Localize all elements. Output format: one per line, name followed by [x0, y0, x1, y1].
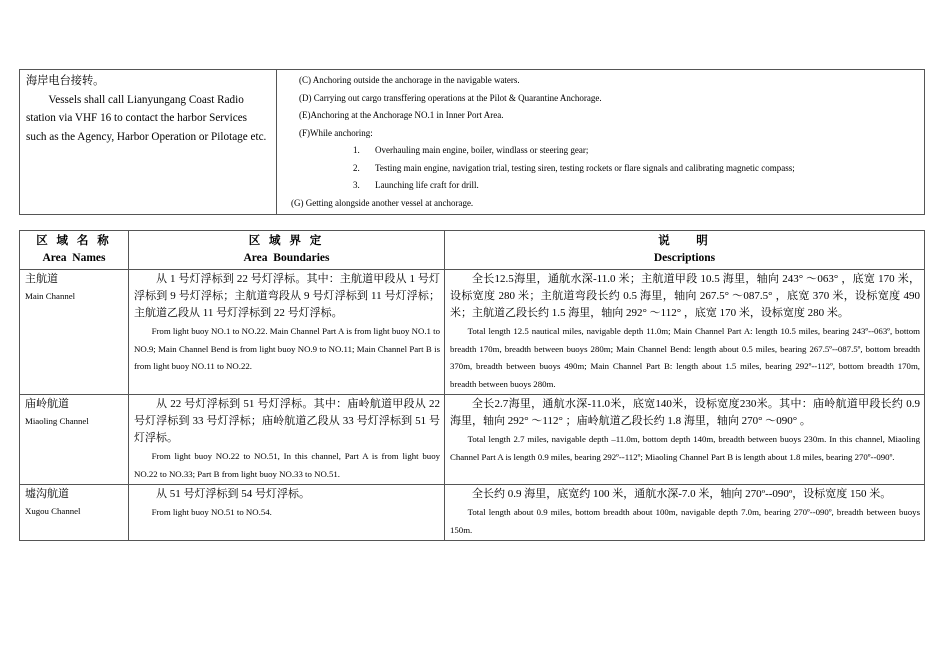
header-en: Area Boundaries: [243, 252, 330, 264]
item-text: Launching life craft for drill.: [375, 180, 479, 190]
header-zh: 说 明: [658, 235, 711, 247]
area-name-en: Xugou Channel: [25, 506, 81, 516]
boundary-zh: 从 1 号灯浮标到 22 号灯浮标。其中：主航道甲段从 1 号灯浮标到 9 号灯浮标；主航道弯段从 9 号灯浮标到 11 号灯浮标；主航道乙段从 11 号灯浮标到 22 号灯浮标。: [134, 273, 440, 319]
area-name-zh: 主航道: [25, 273, 58, 285]
rule-d: (D) Carrying out cargo transffering operations at the Pilot & Quarantine Anchorage.: [299, 92, 602, 103]
area-name-cell: [20, 270, 129, 395]
header-en: Descriptions: [653, 252, 716, 264]
description-cell: [445, 270, 925, 395]
area-name-en: Main Channel: [25, 291, 76, 301]
area-boundary-cell: [129, 395, 445, 485]
boundary-zh: 从 51 号灯浮标到 54 号灯浮标。: [156, 488, 310, 500]
item-number: 1.: [353, 145, 360, 155]
table-row: [20, 485, 925, 541]
table-header-row: [20, 231, 925, 270]
boundary-en: From light buoy NO.22 to NO.51, In this channel, Part A is from light buoy NO.22 to NO.33; Part B from light buoy NO.33 to NO.51.: [134, 451, 440, 479]
description-zh: 全长2.7海里，通航水深-11.0米，底宽140米，设标宽度230米。其中：庙岭航道甲段长约 0.9 海里，轴向 292° ～112° ；庙岭航道乙段长约 1.8 海里，轴向 270° ～090° 。: [450, 398, 920, 427]
area-name-cell: [20, 485, 129, 541]
area-name-en: Miaoling Channel: [25, 416, 89, 426]
item-text: Overhauling main engine, boiler, windlass or steering gear;: [375, 145, 589, 155]
item-number: 2.: [353, 162, 360, 173]
header-zh: 区 域 名 称: [36, 235, 112, 247]
description-en: Total length about 0.9 miles, bottom breadth about 100m, navigable depth 7.0m, bearing 270º--090º, breadth between buoys 150m.: [450, 507, 920, 535]
rule-c: (C) Anchoring outside the anchorage in the navigable waters.: [299, 75, 520, 85]
item-number: 3.: [353, 180, 360, 190]
rule-e: (E)Anchoring at the Anchorage NO.1 in Inner Port Area.: [299, 110, 504, 120]
table-row: [20, 395, 925, 485]
boundary-en: From light buoy NO.1 to NO.22. Main Channel Part A is from light buoy NO.1 to NO.9; Main Channel Bend is from light buoy NO.9 to NO.11; Main Channel Part B is from light buoy NO.11 to NO.22.: [134, 326, 440, 371]
header-en: Area Names: [42, 252, 106, 264]
description-en: Total length 12.5 nautical miles, navigable depth 11.0m; Main Channel Part A: length 10.5 miles, bearing 243º--063º, bottom breadth 170m, breadth between buoys 280m; Main Channel Bend: length about 0.5 miles, bearing 267.5º--087.5º, bottom breadth 370m, breadth between buoys 490m; Main Channel Part B: length about 1.5 miles, bearing 292º--112º, bottom breadth 170m, breadth between buoys 280m.: [450, 326, 920, 389]
table-row: [20, 270, 925, 395]
rule-f-item: [283, 160, 918, 178]
header-area-boundaries: [129, 231, 445, 270]
description-zh: 全长12.5海里，通航水深-11.0 米；主航道甲段 10.5 海里，轴向 243° ～063° ，底宽 170 米，设标宽度 280 米；主航道弯段长约 0.5 海里，轴向 267.5° ～087.5° ，底宽 370 米，设标宽度 490 米；主航道乙段长约 1.5 海里，轴向 292° ～112° ，底宽 170 米，设标宽度 280 米。: [450, 273, 920, 319]
item-text: Testing main engine, navigation trial, testing siren, testing rockets or flare signals and calibrating magnetic compass;: [375, 162, 795, 173]
radio-instructions-cell: [20, 70, 277, 215]
description-en: Total length 2.7 miles, navigable depth –11.0m, bottom depth 140m, breadth between buoys 230m. In this channel, Miaoling Channel Part A is length 0.9 miles, bearing 292º--112º; Miaoling Channel Part B is length about 1.8 miles, bearing 270º--090º.: [450, 434, 920, 462]
description-cell: [445, 395, 925, 485]
anchoring-rules-table: [19, 69, 925, 215]
rule-f-item: [283, 177, 918, 195]
area-name-zh: 庙岭航道: [25, 398, 69, 410]
description-cell: [445, 485, 925, 541]
area-name-cell: [20, 395, 129, 485]
header-zh: 区 域 界 定: [248, 235, 325, 247]
area-name-zh: 墟沟航道: [25, 488, 69, 500]
area-boundary-cell: [129, 485, 445, 541]
rule-f-item: [283, 142, 918, 160]
channel-table: [19, 230, 925, 541]
rule-g: (G) Getting alongside another vessel at anchorage.: [291, 197, 474, 208]
rule-f: (F)While anchoring:: [299, 127, 373, 138]
header-descriptions: [445, 231, 925, 270]
header-area-names: [20, 231, 129, 270]
radio-en-text: Vessels shall call Lianyungang Coast Radio station via VHF 16 to contact the harbor Services such as the Agency, Harbor Operation or Pilotage etc.: [26, 93, 267, 143]
boundary-en: From light buoy NO.51 to NO.54.: [151, 507, 272, 517]
description-zh: 全长约 0.9 海里，底宽约 100 米，通航水深-7.0 米，轴向 270º--090º，设标宽度 150 米。: [472, 488, 892, 500]
boundary-zh: 从 22 号灯浮标到 51 号灯浮标。其中：庙岭航道甲段从 22 号灯浮标到 33 号灯浮标；庙岭航道乙段从 33 号灯浮标到 51 号灯浮标。: [134, 398, 440, 444]
prohibited-actions-cell: [277, 70, 925, 215]
area-boundary-cell: [129, 270, 445, 395]
radio-zh-text: 海岸电台接转。: [26, 75, 105, 87]
